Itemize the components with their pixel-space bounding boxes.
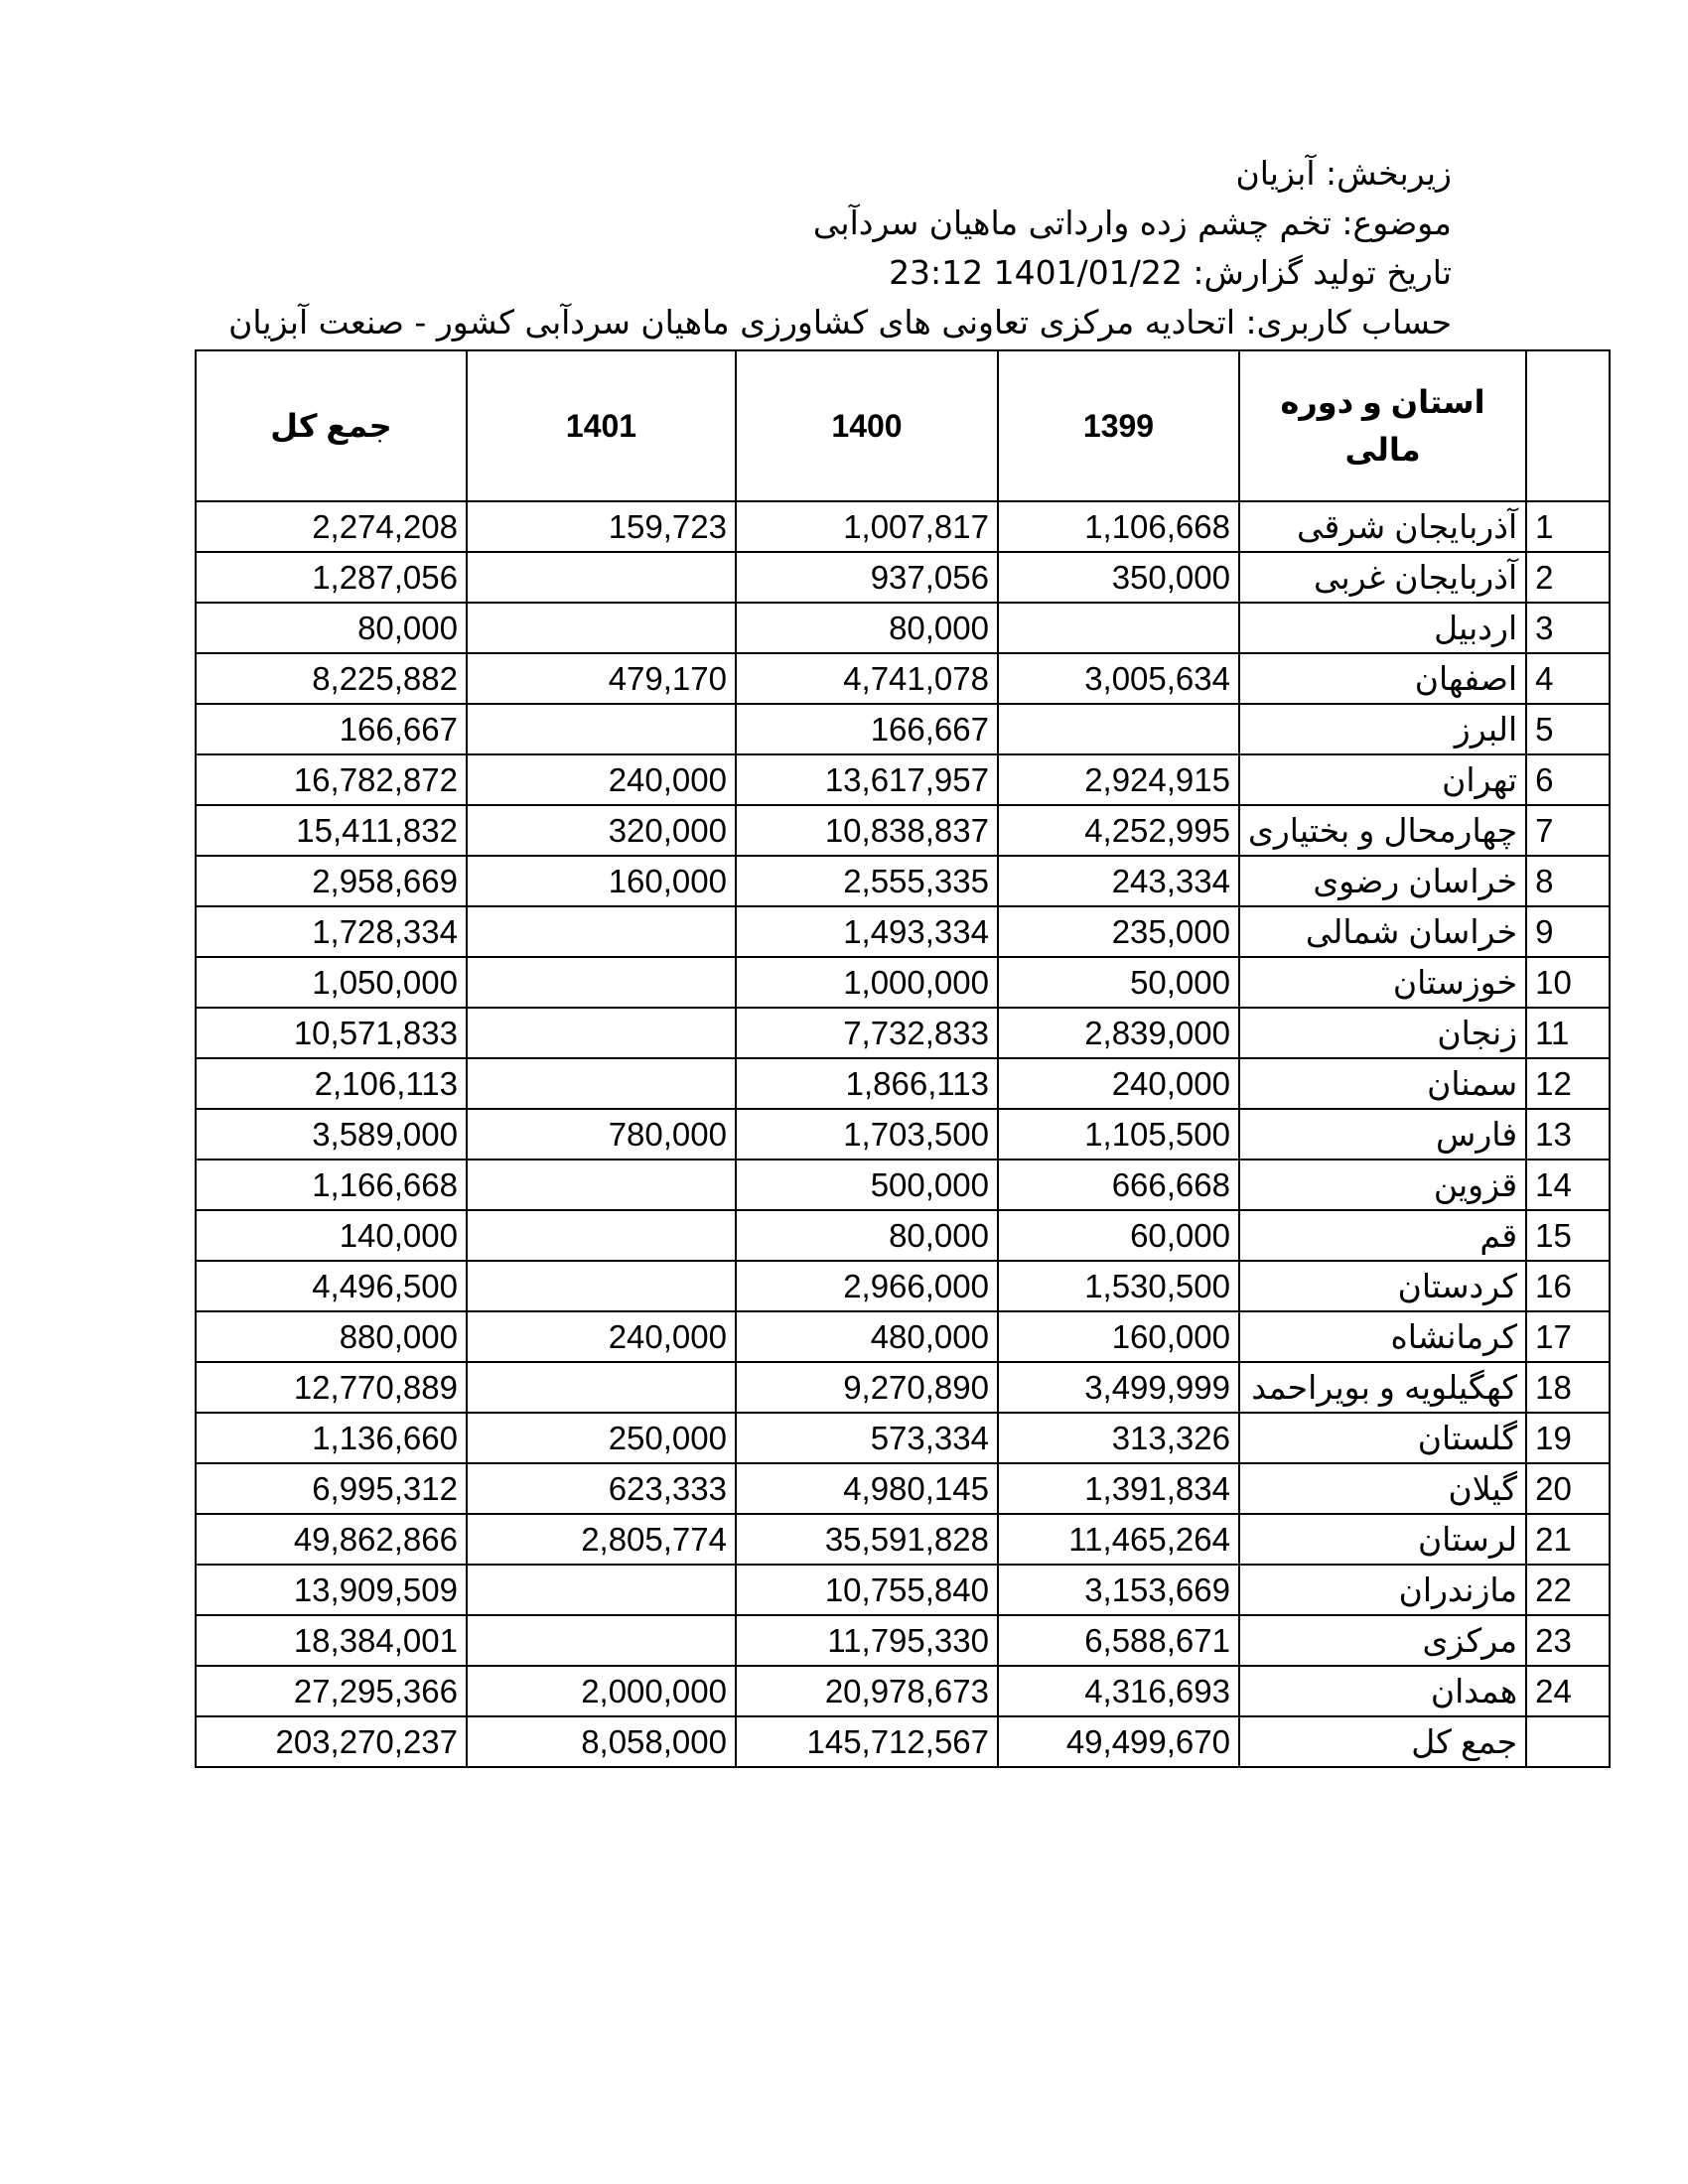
row-value-1400: 80,000: [736, 1210, 998, 1261]
row-value-1401: 479,170: [467, 653, 736, 704]
row-province: آذربایجان شرقی: [1239, 501, 1526, 552]
table-header-row: [196, 350, 1610, 501]
row-value-1401: 780,000: [467, 1109, 736, 1160]
sum-value-1400: 145,712,567: [736, 1716, 998, 1767]
table-row: [196, 1463, 1610, 1514]
row-value-1401: [467, 1058, 736, 1109]
row-value-1400: 20,978,673: [736, 1666, 998, 1716]
table-row: [196, 1311, 1610, 1362]
row-value-1401: [467, 1210, 736, 1261]
row-value-1399: 1,106,668: [998, 501, 1239, 552]
sum-row: [196, 1716, 1610, 1767]
row-value-1399: 1,530,500: [998, 1261, 1239, 1311]
table-row: [196, 653, 1610, 704]
table-row: [196, 1413, 1610, 1463]
row-index: 23: [1526, 1615, 1610, 1666]
row-index: 6: [1526, 754, 1610, 805]
table-row: [196, 1109, 1610, 1160]
row-value-1399: 3,499,999: [998, 1362, 1239, 1413]
row-value-1400: 2,966,000: [736, 1261, 998, 1311]
row-index: 16: [1526, 1261, 1610, 1311]
table-row: [196, 1160, 1610, 1210]
row-value-1401: 159,723: [467, 501, 736, 552]
row-province: خراسان رضوی: [1239, 856, 1526, 906]
row-value-1399: 666,668: [998, 1160, 1239, 1210]
row-index: 12: [1526, 1058, 1610, 1109]
row-value-1401: 320,000: [467, 805, 736, 856]
row-value-1399: 235,000: [998, 906, 1239, 957]
table-body: [196, 501, 1610, 1767]
row-index: 5: [1526, 704, 1610, 754]
column-header-1399: 1399: [998, 350, 1239, 501]
row-value-1400: 11,795,330: [736, 1615, 998, 1666]
column-header-1401: 1401: [467, 350, 736, 501]
row-value-1400: 166,667: [736, 704, 998, 754]
row-value-1399: 2,924,915: [998, 754, 1239, 805]
row-value-total: 18,384,001: [196, 1615, 467, 1666]
row-value-total: 10,571,833: [196, 1008, 467, 1058]
row-value-1401: [467, 1565, 736, 1615]
row-index: 18: [1526, 1362, 1610, 1413]
row-value-1400: 480,000: [736, 1311, 998, 1362]
row-province: کهگیلویه و بویراحمد: [1239, 1362, 1526, 1413]
row-value-total: 6,995,312: [196, 1463, 467, 1514]
table-row: [196, 856, 1610, 906]
row-province: خراسان شمالی: [1239, 906, 1526, 957]
row-value-1399: 3,153,669: [998, 1565, 1239, 1615]
row-value-1401: 2,805,774: [467, 1514, 736, 1565]
row-value-1399: 50,000: [998, 957, 1239, 1008]
row-value-1401: [467, 1261, 736, 1311]
row-province: گلستان: [1239, 1413, 1526, 1463]
row-value-1401: 2,000,000: [467, 1666, 736, 1716]
table-row: [196, 1615, 1610, 1666]
row-value-1401: [467, 1615, 736, 1666]
row-value-1399: 160,000: [998, 1311, 1239, 1362]
row-value-total: 1,136,660: [196, 1413, 467, 1463]
row-value-total: 2,274,208: [196, 501, 467, 552]
row-value-1399: 350,000: [998, 552, 1239, 603]
subsection-line: زیربخش: آبزیان: [1235, 154, 1452, 193]
row-index: 9: [1526, 906, 1610, 957]
table-row: [196, 704, 1610, 754]
row-province: البرز: [1239, 704, 1526, 754]
row-value-1399: 240,000: [998, 1058, 1239, 1109]
row-value-1399: 60,000: [998, 1210, 1239, 1261]
import-eggs-table: [195, 349, 1611, 1768]
row-value-1399: 3,005,634: [998, 653, 1239, 704]
table-row: [196, 906, 1610, 957]
subject-line: موضوع: تخم چشم زده وارداتی ماهیان سردآبی: [812, 204, 1452, 242]
row-value-total: 80,000: [196, 603, 467, 653]
row-value-1400: 1,000,000: [736, 957, 998, 1008]
row-value-1400: 2,555,335: [736, 856, 998, 906]
table-row: [196, 1666, 1610, 1716]
row-value-1400: 500,000: [736, 1160, 998, 1210]
row-value-1401: 623,333: [467, 1463, 736, 1514]
row-value-1401: [467, 552, 736, 603]
row-value-1400: 1,866,113: [736, 1058, 998, 1109]
row-value-1399: 1,391,834: [998, 1463, 1239, 1514]
row-value-1399: 4,316,693: [998, 1666, 1239, 1716]
row-value-1401: 240,000: [467, 754, 736, 805]
table-row: [196, 1210, 1610, 1261]
sum-value-1401: 8,058,000: [467, 1716, 736, 1767]
row-value-1399: 313,326: [998, 1413, 1239, 1463]
row-value-total: 1,728,334: [196, 906, 467, 957]
row-value-1401: [467, 906, 736, 957]
row-value-1400: 7,732,833: [736, 1008, 998, 1058]
sum-index: [1526, 1716, 1610, 1767]
row-value-1399: 6,588,671: [998, 1615, 1239, 1666]
row-value-1401: [467, 1008, 736, 1058]
row-value-total: 2,106,113: [196, 1058, 467, 1109]
row-value-1401: [467, 1160, 736, 1210]
row-value-1399: 4,252,995: [998, 805, 1239, 856]
row-value-total: 2,958,669: [196, 856, 467, 906]
row-value-total: 8,225,882: [196, 653, 467, 704]
row-value-1400: 9,270,890: [736, 1362, 998, 1413]
table-row: [196, 1008, 1610, 1058]
column-header-1400: 1400: [736, 350, 998, 501]
row-value-1399: [998, 704, 1239, 754]
row-index: 17: [1526, 1311, 1610, 1362]
row-index: 24: [1526, 1666, 1610, 1716]
row-value-1400: 937,056: [736, 552, 998, 603]
row-index: 14: [1526, 1160, 1610, 1210]
row-value-1401: 160,000: [467, 856, 736, 906]
row-province: خوزستان: [1239, 957, 1526, 1008]
row-value-total: 27,295,366: [196, 1666, 467, 1716]
row-province: مازندران: [1239, 1565, 1526, 1615]
row-index: 2: [1526, 552, 1610, 603]
row-value-1400: 4,980,145: [736, 1463, 998, 1514]
row-index: 20: [1526, 1463, 1610, 1514]
row-value-total: 3,589,000: [196, 1109, 467, 1160]
row-index: 15: [1526, 1210, 1610, 1261]
row-province: گیلان: [1239, 1463, 1526, 1514]
sum-value-1399: 49,499,670: [998, 1716, 1239, 1767]
row-index: 10: [1526, 957, 1610, 1008]
row-index: 1: [1526, 501, 1610, 552]
row-value-total: 140,000: [196, 1210, 467, 1261]
row-index: 7: [1526, 805, 1610, 856]
table-row: [196, 805, 1610, 856]
table-row: [196, 501, 1610, 552]
row-value-1400: 10,838,837: [736, 805, 998, 856]
row-value-1399: [998, 603, 1239, 653]
row-value-1399: 243,334: [998, 856, 1239, 906]
table-row: [196, 552, 1610, 603]
row-province: فارس: [1239, 1109, 1526, 1160]
row-value-1400: 1,493,334: [736, 906, 998, 957]
row-province: سمنان: [1239, 1058, 1526, 1109]
row-index: 11: [1526, 1008, 1610, 1058]
table-row: [196, 1261, 1610, 1311]
table-row: [196, 1362, 1610, 1413]
row-value-1401: [467, 603, 736, 653]
row-province: اصفهان: [1239, 653, 1526, 704]
row-value-1400: 13,617,957: [736, 754, 998, 805]
row-value-total: 4,496,500: [196, 1261, 467, 1311]
row-province: قم: [1239, 1210, 1526, 1261]
table-row: [196, 754, 1610, 805]
row-value-1400: 35,591,828: [736, 1514, 998, 1565]
row-province: اردبیل: [1239, 603, 1526, 653]
column-header-index: [1526, 350, 1610, 501]
row-province: آذربایجان غربی: [1239, 552, 1526, 603]
row-value-1399: 2,839,000: [998, 1008, 1239, 1058]
row-province: مرکزی: [1239, 1615, 1526, 1666]
row-value-1400: 10,755,840: [736, 1565, 998, 1615]
row-value-total: 880,000: [196, 1311, 467, 1362]
row-value-1400: 1,007,817: [736, 501, 998, 552]
sum-province: جمع کل: [1239, 1716, 1526, 1767]
row-value-total: 15,411,832: [196, 805, 467, 856]
row-index: 4: [1526, 653, 1610, 704]
row-province: لرستان: [1239, 1514, 1526, 1565]
row-index: 13: [1526, 1109, 1610, 1160]
row-value-1400: 4,741,078: [736, 653, 998, 704]
row-index: 8: [1526, 856, 1610, 906]
row-index: 22: [1526, 1565, 1610, 1615]
row-value-1401: [467, 1362, 736, 1413]
row-province: تهران: [1239, 754, 1526, 805]
row-value-total: 166,667: [196, 704, 467, 754]
row-value-1399: 1,105,500: [998, 1109, 1239, 1160]
row-value-1401: 240,000: [467, 1311, 736, 1362]
table-row: [196, 1565, 1610, 1615]
report-header: [161, 149, 1452, 347]
row-province: همدان: [1239, 1666, 1526, 1716]
row-value-total: 1,166,668: [196, 1160, 467, 1210]
column-header-province: استان و دوره مالی: [1239, 350, 1526, 501]
row-index: 21: [1526, 1514, 1610, 1565]
row-value-total: 13,909,509: [196, 1565, 467, 1615]
row-province: کرمانشاه: [1239, 1311, 1526, 1362]
table-row: [196, 603, 1610, 653]
row-index: 3: [1526, 603, 1610, 653]
row-value-1399: 11,465,264: [998, 1514, 1239, 1565]
row-value-1400: 573,334: [736, 1413, 998, 1463]
report-date-line: تاریخ تولید گزارش: 1401/01/22 23:12: [889, 253, 1452, 292]
user-account-line: حساب کاربری: اتحادیه مرکزی تعاونی های کشاورزی ماهیان سردآبی کشور - صنعت آبزیان: [228, 303, 1452, 341]
row-value-1400: 1,703,500: [736, 1109, 998, 1160]
row-value-total: 1,050,000: [196, 957, 467, 1008]
row-value-total: 49,862,866: [196, 1514, 467, 1565]
row-province: چهارمحال و بختیاری: [1239, 805, 1526, 856]
table-row: [196, 1514, 1610, 1565]
row-value-1401: [467, 704, 736, 754]
row-value-1401: [467, 957, 736, 1008]
sum-value-total: 203,270,237: [196, 1716, 467, 1767]
row-province: زنجان: [1239, 1008, 1526, 1058]
row-province: کردستان: [1239, 1261, 1526, 1311]
row-index: 19: [1526, 1413, 1610, 1463]
row-value-total: 1,287,056: [196, 552, 467, 603]
row-value-1400: 80,000: [736, 603, 998, 653]
table-row: [196, 957, 1610, 1008]
row-value-total: 12,770,889: [196, 1362, 467, 1413]
row-province: قزوین: [1239, 1160, 1526, 1210]
column-header-total: جمع کل: [196, 350, 467, 501]
row-value-total: 16,782,872: [196, 754, 467, 805]
table-row: [196, 1058, 1610, 1109]
row-value-1401: 250,000: [467, 1413, 736, 1463]
